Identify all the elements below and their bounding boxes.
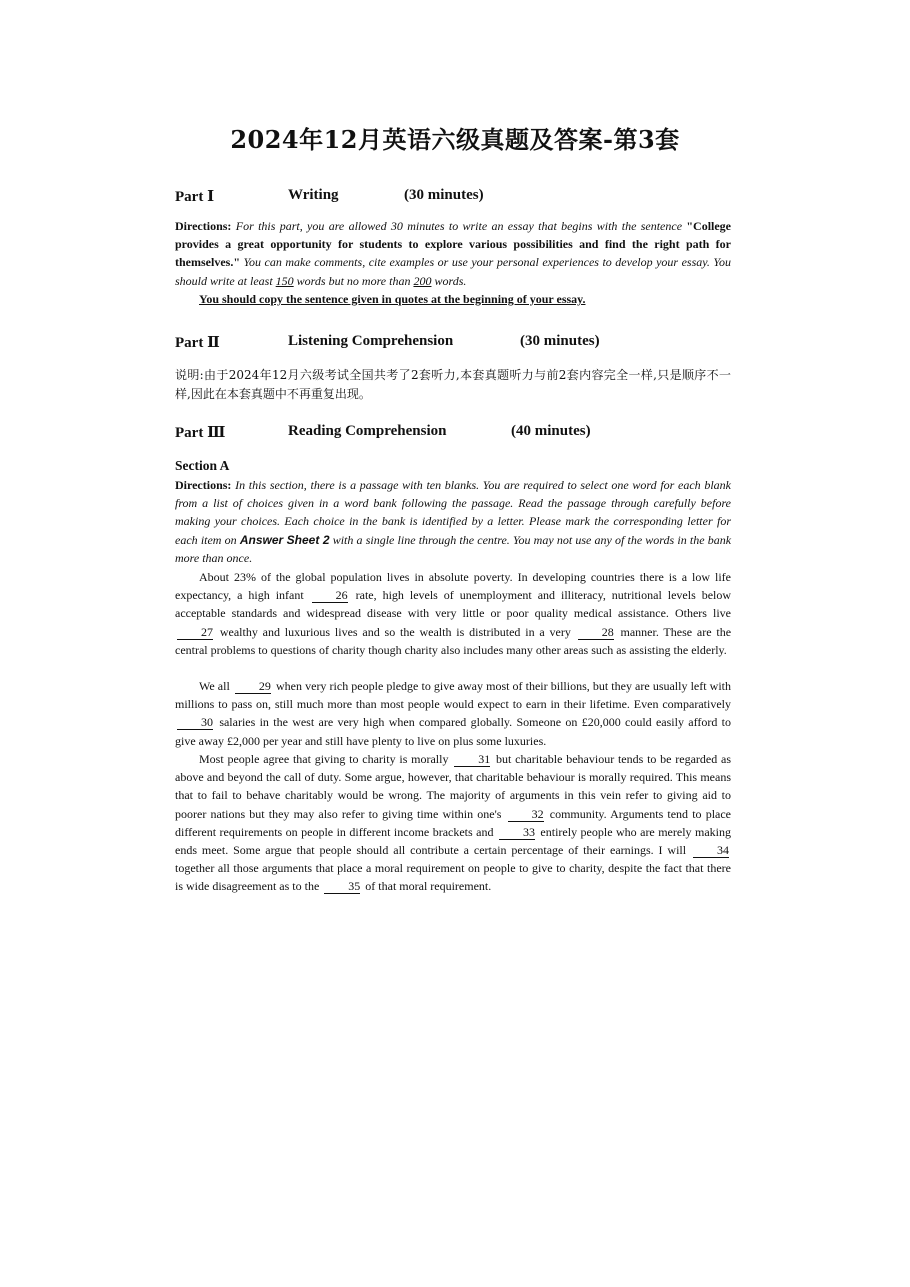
passage-text: when very rich people pledge to give away most of their billions, but they are usually left with millions to pass on, still much more than most people would expect to earn in their lifetime. Even comparatively (175, 679, 732, 712)
max-word-count: 200 (413, 273, 432, 288)
part-name: Writing (288, 187, 339, 203)
writing-directions (175, 217, 731, 308)
passage-paragraph-1 (175, 568, 731, 659)
directions-text: words. (434, 273, 467, 288)
blank-26: 26 (312, 588, 348, 603)
part-name: Reading Comprehension (288, 423, 447, 439)
passage-text: rate, high levels of unemployment and illiteracy, nutritional levels below acceptable standards and widespread disease with very little or poor quality medical assistance. Others live (175, 588, 732, 621)
passage-paragraph-3 (175, 750, 731, 896)
part-number: Part Ⅱ (175, 335, 220, 351)
directions-text: words but no more than (296, 273, 411, 288)
blank-35: 35 (324, 879, 360, 894)
copy-sentence-instruction: You should copy the sentence given in quotes at the beginning of your essay. (199, 291, 586, 306)
blank-29: 29 (235, 679, 271, 694)
essay-prompt-quote: "College provides a great opportunity for students to explore various possibilities and find the right path for themselves." (175, 219, 732, 270)
answer-sheet-ref: Answer Sheet 2 (239, 532, 330, 547)
directions-label: Directions: (175, 219, 232, 233)
passage-text: salaries in the west are very high when compared globally. Someone on £20,000 could easily afford to give away £2,000 per year and still have plenty to live on plus some luxuries. (175, 715, 732, 748)
part-number: Part Ⅰ (175, 189, 215, 205)
passage-text: together all those arguments that place a moral requirement on people to give to charity, despite the fact that there is wide disagreement as to the (175, 861, 731, 894)
directions-label: Directions: (175, 478, 232, 492)
document-title: 2024年12月英语六级真题及答案-第3套 (230, 125, 680, 154)
passage-text: We all (199, 679, 230, 693)
listening-note: 说明:由于2024年12月六级考试全国共考了2套听力,本套真题听力与前2套内容完全一样,只是顺序不一样,因此在本套真题中不再重复出现。 (175, 368, 731, 401)
part-time: (30 minutes) (520, 333, 600, 349)
passage-text: of that moral requirement. (365, 879, 492, 894)
directions-text: with a single line through the centre. You may not use any of the words in the bank more than once. (175, 532, 732, 565)
part-time: (30 minutes) (404, 187, 484, 203)
passage-paragraph-2 (175, 677, 731, 750)
passage-text: community. Arguments tend to place different requirements on people in different income brackets and (175, 806, 732, 839)
directions-text: For this part, you are allowed 30 minutes to write an essay that begins with the sentence (235, 219, 683, 233)
passage-text: About 23% of the global population lives in absolute poverty. In developing countries there is a low life expectancy, a high infant (175, 570, 731, 603)
blank-32: 32 (508, 807, 544, 822)
directions-text: In this section, there is a passage with ten blanks. You are required to select one word for each blank from a list of choices given in a word bank following the passage. Read the passage through carefully before making your choices. Each choice in the bank is identified by a letter. Please mark the corresponding letter for each item on (175, 478, 732, 547)
blank-27: 27 (177, 625, 213, 640)
part-number: Part Ⅲ (175, 425, 226, 441)
blank-31: 31 (454, 752, 490, 767)
part-name: Listening Comprehension (288, 333, 454, 349)
blank-30: 30 (177, 715, 213, 730)
blank-33: 33 (499, 825, 535, 840)
passage-text: wealthy and luxurious lives and so the wealth is distributed in a very (219, 624, 571, 639)
reading-directions (175, 476, 731, 567)
part-time: (40 minutes) (511, 423, 591, 439)
blank-34: 34 (693, 843, 729, 858)
section-a-heading: Section A (175, 458, 230, 473)
directions-text: You can make comments, cite examples or use your personal experiences to develop your essay. You should write at least (175, 255, 731, 288)
passage-text: entirely people who are merely making ends meet. Some argue that people should all contribute a certain percentage of their earnings. I will (175, 824, 732, 858)
passage-text: Most people agree that giving to charity is morally (199, 752, 449, 766)
passage-text: but charitable behaviour tends to be regarded as above and beyond the call of duty. Some argue, however, that charitable behaviour is morally required. This means that to fail to behave charitably would be wrong. The majority of arguments in this vein refer to giving aid to poorer nations but they may also refer to giving time within one's (175, 752, 732, 821)
min-word-count: 150 (275, 273, 294, 288)
blank-28: 28 (578, 625, 614, 640)
passage-text: manner. These are the central problems to questions of charity though charity also includes many other areas such as assisting the elderly. (175, 624, 732, 657)
